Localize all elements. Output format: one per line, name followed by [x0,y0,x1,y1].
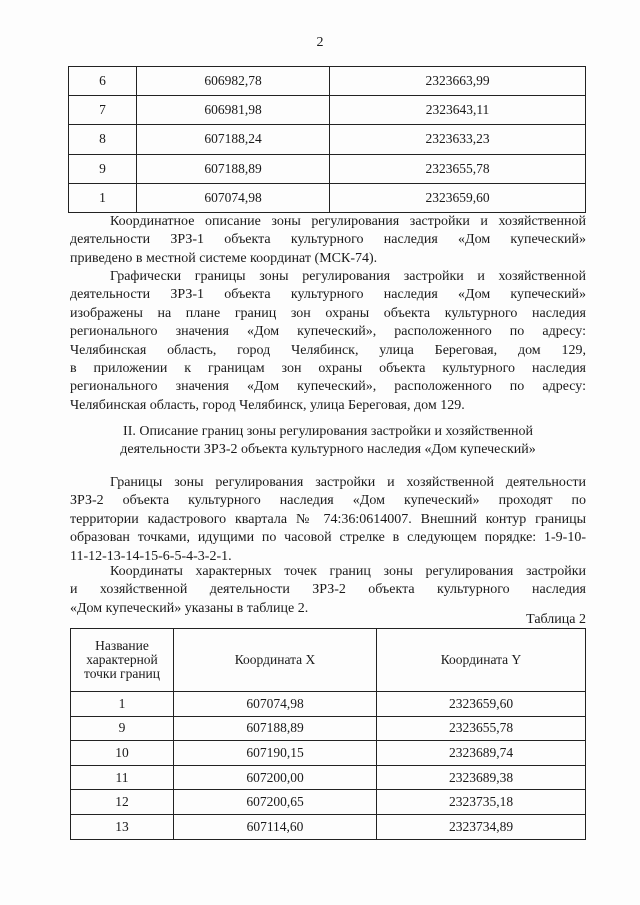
text-line: Координатное описание зоны регулирования застройки и хозяйственной [110,214,586,229]
text-line: образован точками, идущими по часовой стрелке в следующем порядке: 1-9-10- [70,530,586,546]
column-header-y: Координата Y [377,629,586,692]
point-number-cell: 8 [69,125,137,154]
page-number: 2 [316,35,324,50]
table-row [71,790,586,815]
text-line: регионального значения «Дом купеческий», расположенного по адресу: [70,324,586,340]
coordinate-y-cell: 2323655,78 [330,154,586,183]
paragraph-zrz1-graphic [70,268,586,415]
text-line: 11-12-13-14-15-6-5-4-3-2-1. [70,548,232,564]
coordinate-x-cell: 607200,65 [174,790,377,815]
point-number-cell: 1 [71,692,174,717]
coordinate-y-cell: 2323689,74 [377,741,586,766]
table-row [71,692,586,717]
text-line: Челябинская область, город Челябинск, улица Береговая, дом 129, [70,342,586,358]
coordinate-y-cell: 2323659,60 [330,183,586,212]
text-line: Челябинская область, город Челябинск, улица Береговая, дом 129. [70,397,465,413]
text-line: изображены на плане границ зон охраны объекта культурного наследия [70,305,586,321]
text-line: приведено в местной системе координат (МСК-74). [70,250,378,266]
coordinate-x-cell: 607074,98 [137,183,330,212]
point-number-cell: 9 [69,154,137,183]
coordinates-table-1 [68,66,586,213]
table-row [69,67,586,96]
coordinate-x-cell: 607188,89 [137,154,330,183]
point-number-cell: 11 [71,765,174,790]
coordinate-y-cell: 2323659,60 [377,692,586,717]
coordinate-y-cell: 2323643,11 [330,96,586,125]
coordinate-x-cell: 606981,98 [137,96,330,125]
table-row [71,716,586,741]
coordinate-y-cell: 2323735,18 [377,790,586,815]
table-row [69,96,586,125]
point-number-cell: 7 [69,96,137,125]
column-header-x: Координата X [174,629,377,692]
paragraph-zrz2-coordinates [70,563,586,618]
table-row [71,741,586,766]
text-line: деятельности ЗРЗ-1 объекта культурного наследия «Дом купеческий» [70,287,586,303]
coordinate-x-cell: 607200,00 [174,765,377,790]
heading-line: II. Описание границ зоны регулирования застройки и хозяйственной [123,424,533,439]
point-number-cell: 1 [69,183,137,212]
heading-line: деятельности ЗРЗ-2 объекта культурного наследия «Дом купеческий» [120,442,536,458]
table-row [71,765,586,790]
coordinate-y-cell: 2323655,78 [377,716,586,741]
table-header-row [71,629,586,692]
text-line: территории кадастрового квартала № 74:36:0614007. Внешний контур границы [70,511,586,527]
text-line: регионального значения «Дом купеческий», расположенного по адресу: [70,379,586,395]
coordinate-y-cell: 2323734,89 [377,814,586,839]
table-row [71,814,586,839]
point-number-cell: 10 [71,741,174,766]
coordinate-x-cell: 607188,89 [174,716,377,741]
table-caption: Таблица 2 [526,612,586,627]
text-line: Координаты характерных точек границ зоны регулирования застройки [110,564,586,579]
coordinate-x-cell: 607114,60 [174,814,377,839]
section-heading [70,423,586,460]
coordinate-x-cell: 607190,15 [174,741,377,766]
paragraph-zrz2-boundaries [70,474,586,566]
coordinate-x-cell: 606982,78 [137,67,330,96]
column-header-point: Название характерной точки границ [71,629,174,692]
table-row [69,154,586,183]
text-line: в приложении к границам зон охраны объекта культурного наследия [70,361,586,377]
text-line: Границы зоны регулирования застройки и хозяйственной деятельности [110,475,586,490]
text-line: деятельности ЗРЗ-1 объекта культурного наследия «Дом купеческий» [70,232,586,248]
paragraph-zrz1-coordinates [70,213,586,268]
text-line: ЗРЗ-2 объекта культурного наследия «Дом купеческий» проходят по [70,493,586,509]
point-number-cell: 12 [71,790,174,815]
table-row [69,125,586,154]
text-line: «Дом купеческий» указаны в таблице 2. [70,600,309,616]
text-line: Графически границы зоны регулирования застройки и хозяйственной [110,269,586,284]
coordinate-y-cell: 2323633,23 [330,125,586,154]
coordinate-y-cell: 2323689,38 [377,765,586,790]
point-number-cell: 13 [71,814,174,839]
coordinate-y-cell: 2323663,99 [330,67,586,96]
coordinates-table-2 [70,628,586,840]
text-line: и хозяйственной деятельности ЗРЗ-2 объекта культурного наследия [70,582,586,598]
coordinate-x-cell: 607074,98 [174,692,377,717]
point-number-cell: 9 [71,716,174,741]
coordinate-x-cell: 607188,24 [137,125,330,154]
table-row [69,183,586,212]
point-number-cell: 6 [69,67,137,96]
